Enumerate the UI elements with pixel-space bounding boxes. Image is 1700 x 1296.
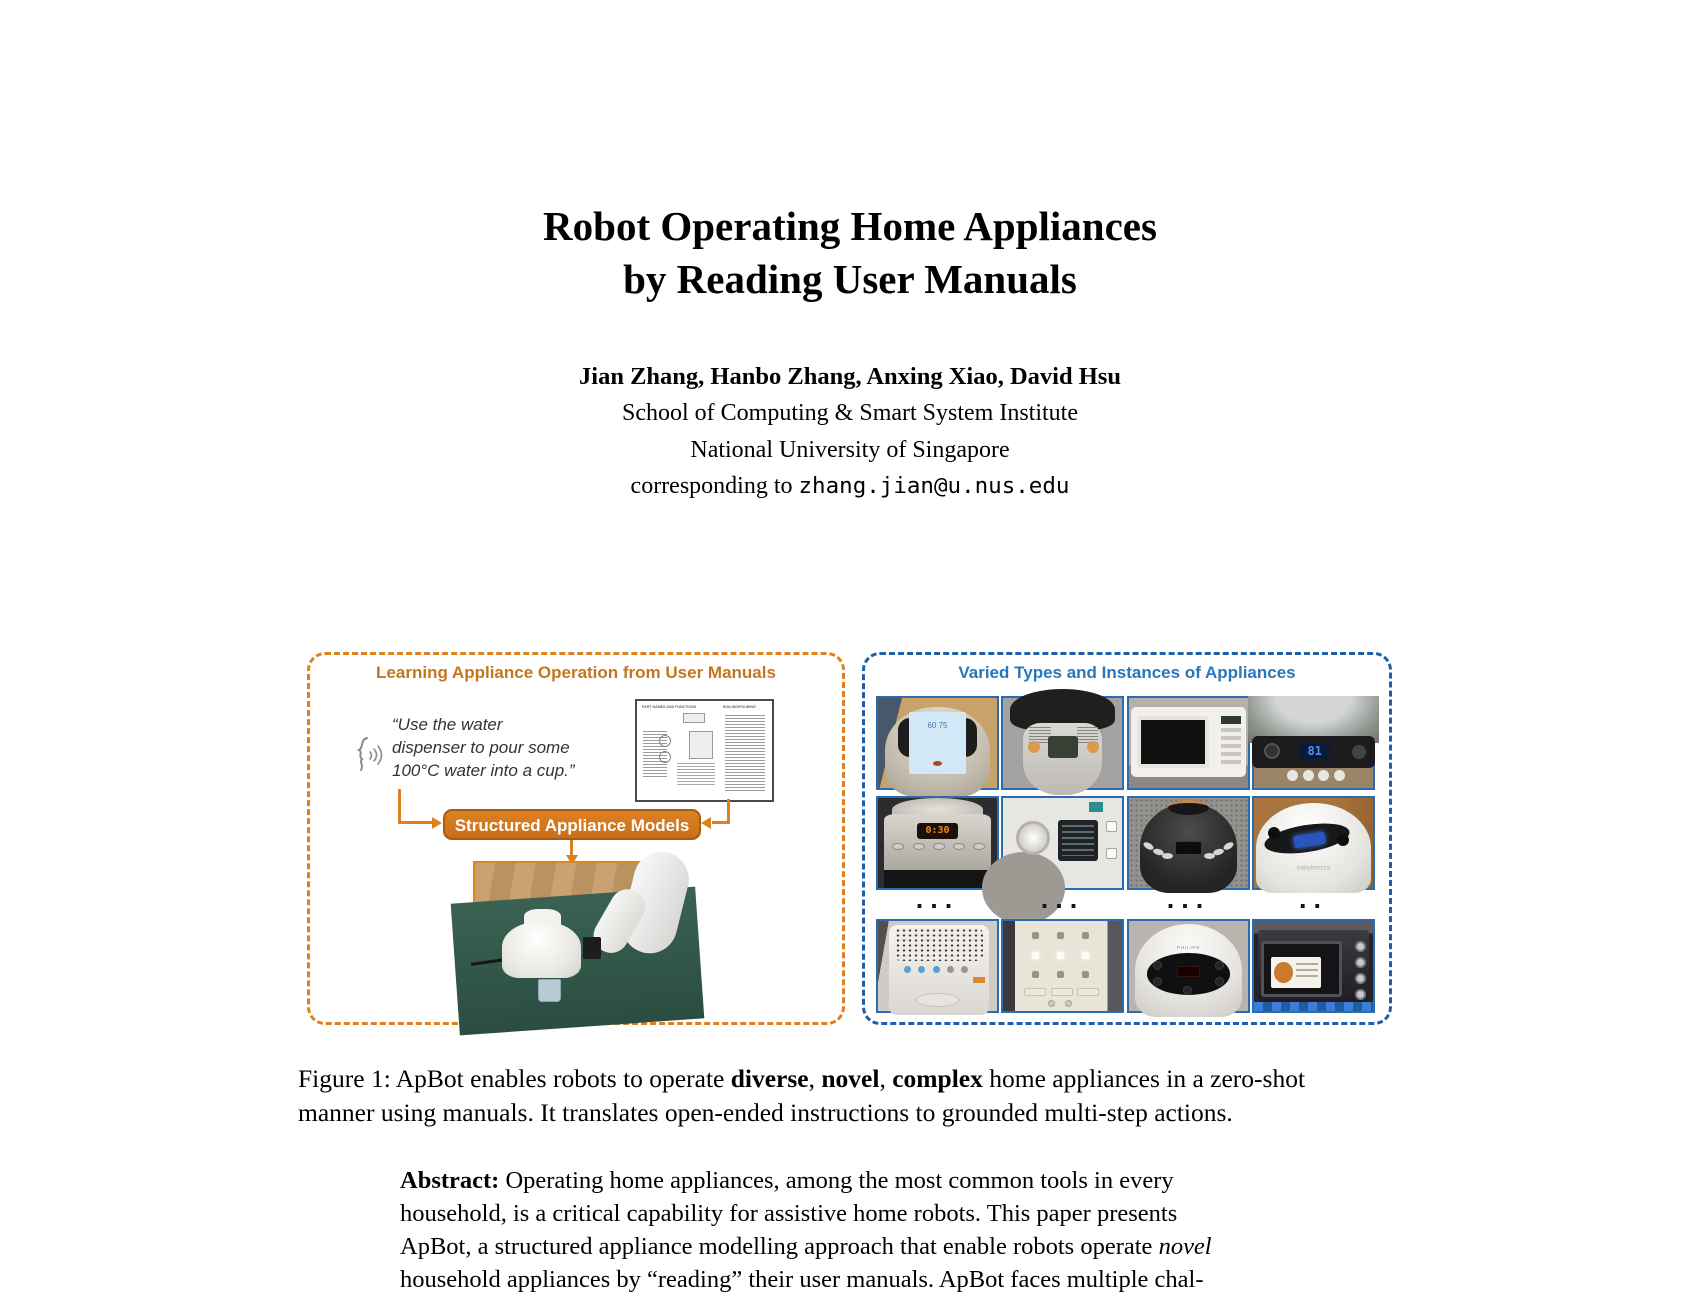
- structured-appliance-models-box: Structured Appliance Models: [443, 809, 701, 840]
- arrow-from-manual: [712, 821, 730, 824]
- ellipsis-more-instances: ...: [1166, 884, 1211, 914]
- brand-label: babybrezza: [1296, 863, 1331, 871]
- ellipsis-more-instances: ...: [915, 884, 960, 914]
- spoken-instruction: “Use the water dispenser to pour some 100°C water into a cup.”: [392, 715, 575, 780]
- thermo-pot-button: [933, 761, 942, 766]
- appliance-photo-top-load-washer: [1252, 696, 1375, 790]
- washer-sticker: [1089, 802, 1103, 813]
- title-line-2: by Reading User Manuals: [623, 256, 1077, 302]
- robot-execution-photo: [473, 861, 681, 1012]
- panel-icon-lit: [1082, 952, 1089, 959]
- arrowhead-right: [432, 817, 442, 829]
- caption-text: ,: [808, 1064, 822, 1093]
- figure-caption: [298, 1062, 1398, 1129]
- panel-round-button: [1065, 1000, 1072, 1007]
- appliance-photo-pressure-cooker: [1001, 696, 1124, 790]
- manual-diagram-box: [683, 713, 705, 723]
- arrow-from-instruction: [398, 789, 401, 824]
- thermo-pot-lcd: 60 75: [909, 712, 966, 773]
- abstract-text: household appliances by “reading” their user manuals. ApBot faces multiple chal-: [400, 1266, 1204, 1293]
- abstract-italic-novel: novel: [1158, 1233, 1212, 1260]
- washer-dial: [1264, 743, 1280, 759]
- manual-text-lines: [677, 763, 715, 785]
- caption-bold-novel: novel: [821, 1064, 880, 1093]
- correspondence-prefix: corresponding to: [630, 473, 799, 499]
- arrow-from-instruction: [398, 821, 434, 824]
- ellipsis-more-instances: ..: [1298, 884, 1328, 914]
- dispenser-button: [933, 843, 945, 850]
- correspondence-email: zhang.jian@u.nus.edu: [798, 473, 1070, 499]
- cooker-led-display: [1177, 966, 1201, 977]
- panel-icon-lit: [1032, 952, 1039, 959]
- right-panel-title: Varied Types and Instances of Appliances: [958, 663, 1296, 682]
- washer-knob: [1352, 745, 1366, 759]
- abstract-text: household, is a critical capability for assistive home robots. This paper presents: [400, 1200, 1178, 1227]
- cooker-button: [1215, 977, 1224, 986]
- caption-bold-complex: complex: [892, 1064, 983, 1093]
- dispenser-button: [913, 843, 925, 850]
- caption-text: home appliances in a zero-shot: [982, 1064, 1306, 1093]
- speech-icon: [350, 735, 384, 777]
- manual-diagram-dial: [659, 751, 671, 763]
- abstract-text: Operating home appliances, among the most common tools in every: [499, 1167, 1174, 1194]
- appliance-photo-front-load-washer: [1001, 796, 1124, 890]
- panel-icon: [1057, 932, 1064, 939]
- panel-button: [1077, 988, 1099, 996]
- washer-program-dial: [1016, 821, 1050, 855]
- oven-door-picture: [1271, 957, 1321, 988]
- washer-button: [1287, 770, 1298, 781]
- appliance-photo-toaster-oven: [1252, 919, 1375, 1013]
- user-manual-thumbnail: [635, 699, 774, 802]
- manual-left-header: PART NAMES AND FUNCTIONS: [642, 705, 697, 710]
- panel-button: [1024, 988, 1046, 996]
- brand-label: PHILIPS: [1176, 944, 1201, 950]
- arrowhead-left: [701, 817, 711, 829]
- appliance-photo-microwave: [1127, 696, 1250, 790]
- cooker-handle: [1168, 800, 1208, 815]
- affiliation-line-2: National University of Singapore: [690, 437, 1010, 463]
- cooker-button: [1215, 961, 1224, 970]
- washer-button: [1318, 770, 1329, 781]
- appliance-photo-rice-cooker-philips: [1127, 919, 1250, 1013]
- cooker-button: [1153, 961, 1162, 970]
- dispenser-timer-display: 0:30: [917, 823, 957, 839]
- water-dispenser-appliance: [502, 922, 582, 978]
- panel-icon: [1032, 932, 1039, 939]
- cooker-button: [1183, 986, 1192, 995]
- water-cup: [538, 979, 560, 1002]
- oven-knob: [1355, 941, 1366, 952]
- washer-button: [1303, 770, 1314, 781]
- caption-text: Figure 1: ApBot enables robots to operate: [298, 1064, 731, 1093]
- title-line-1: Robot Operating Home Appliances: [543, 203, 1157, 249]
- power-button: [1268, 827, 1280, 839]
- correspondence-line: [0, 473, 1700, 500]
- panel-round-button: [1048, 1000, 1055, 1007]
- cooker-display: [1048, 736, 1078, 759]
- panel-icon-lit: [1057, 952, 1064, 959]
- abstract-text: ApBot, a structured appliance modelling approach that enable robots operate: [400, 1233, 1159, 1260]
- microwave-door: [1137, 716, 1208, 768]
- panel-icon: [1082, 971, 1089, 978]
- panel-icon: [1057, 971, 1064, 978]
- purifier-sticker: [973, 977, 985, 983]
- left-panel-title: Learning Appliance Operation from User Manuals: [376, 663, 776, 682]
- washer-button: [1106, 821, 1117, 832]
- caption-bold-diverse: diverse: [730, 1064, 809, 1093]
- purifier-vent-grid: [895, 928, 983, 960]
- cooker-button: [1204, 853, 1215, 859]
- washer-button: [1106, 848, 1117, 859]
- robot-gripper: [583, 937, 601, 959]
- affiliation-line-1: School of Computing & Smart System Institute: [622, 400, 1078, 426]
- panel-button: [1051, 988, 1073, 996]
- washer-led-display: 81: [1299, 743, 1330, 759]
- washer-display: [1058, 820, 1098, 861]
- dispenser-button: [953, 843, 965, 850]
- appliance-photo-rice-cooker-black: [1127, 796, 1250, 890]
- appliance-photo-water-dispenser: [876, 796, 999, 890]
- authors: Jian Zhang, Hanbo Zhang, Anxing Xiao, David Hsu: [579, 363, 1121, 390]
- paper-title: [0, 200, 1700, 306]
- purifier-button: [947, 966, 954, 973]
- caption-text: ,: [879, 1064, 893, 1093]
- panel-icon: [1082, 932, 1089, 939]
- appliance-photo-dispenser-panel: [1001, 919, 1124, 1013]
- oven-knob: [1355, 973, 1366, 984]
- microwave-display: [1221, 716, 1241, 724]
- appliance-photo-formula-maker: [1252, 796, 1375, 890]
- manual-text-lines: [725, 715, 765, 791]
- cooker-display: [1175, 841, 1201, 855]
- washer-button: [1334, 770, 1345, 781]
- purifier-button: [933, 966, 940, 973]
- caption-line-2: manner using manuals. It translates open-ended instructions to grounded multi-step actions.: [298, 1097, 1233, 1127]
- purifier-recess: [916, 993, 959, 1007]
- oven-base: [1254, 1002, 1373, 1011]
- cooker-button: [1153, 977, 1162, 986]
- panel-icon: [1032, 971, 1039, 978]
- abstract-label: Abstract:: [400, 1167, 500, 1194]
- oven-knob: [1355, 957, 1366, 968]
- manual-diagram-dial: [659, 735, 671, 747]
- appliance-photo-air-purifier: [876, 919, 999, 1013]
- appliance-photo-thermo-pot: [876, 696, 999, 790]
- manual-right-header: BOILING/POURING: [723, 705, 756, 710]
- microwave-keypad: [1221, 728, 1241, 769]
- ellipsis-more-instances: ...: [1040, 884, 1085, 914]
- abstract: [400, 1164, 1360, 1296]
- manual-diagram-display: [689, 731, 713, 759]
